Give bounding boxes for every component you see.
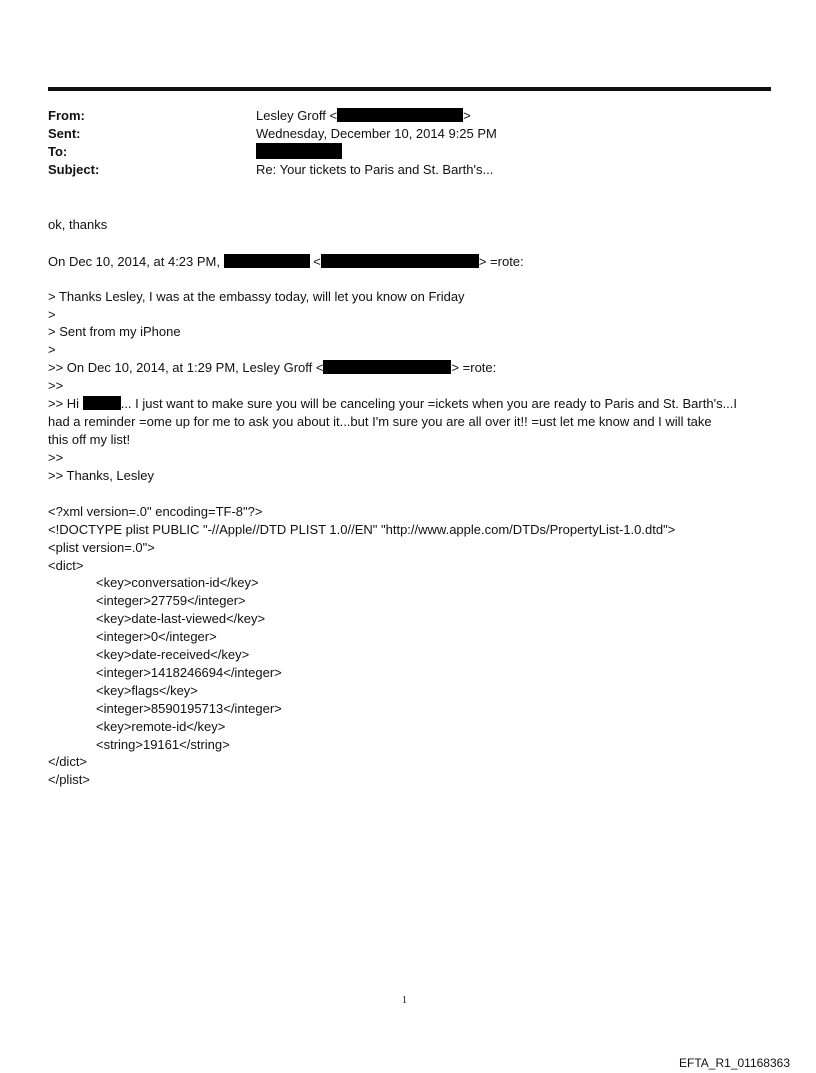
quote-header-2 — [48, 359, 496, 377]
plist-line: <integer>8590195713</integer> — [96, 701, 282, 716]
quoted-line: had a reminder =ome up for me to ask you about it...but I'm sure you are all over it!! =ust let me know and I will take — [48, 414, 712, 429]
plist-line: </plist> — [48, 772, 90, 787]
quoted-line: > — [48, 307, 56, 322]
to-row — [48, 143, 768, 161]
email-header — [48, 107, 768, 179]
quote1-suffix: > =rote: — [478, 254, 524, 269]
quoted-line: this off my list! — [48, 432, 131, 447]
plist-line: <plist version=.0"> — [48, 540, 155, 555]
plist-line: <key>remote-id</key> — [96, 719, 226, 734]
page-number: 1 — [402, 995, 407, 1006]
redaction-box — [256, 143, 342, 159]
quoted-line: >> Thanks, Lesley — [48, 468, 154, 483]
sent-row — [48, 125, 768, 143]
plist-line: <integer>0</integer> — [96, 629, 217, 644]
greeting-suffix: ... I just want to make sure you will be canceling your =ickets when you are ready to Paris and St. Barth's...I — [120, 396, 738, 411]
subject-label: Subject: — [48, 162, 100, 177]
subject-value: Re: Your tickets to Paris and St. Barth's... — [256, 162, 494, 177]
quoted-line: >> — [48, 378, 64, 393]
sent-value: Wednesday, December 10, 2014 9:25 PM — [256, 126, 497, 141]
plist-line: <?xml version=.0" encoding=TF-8"?> — [48, 504, 263, 519]
from-close: > — [463, 108, 471, 123]
redaction-box — [83, 396, 121, 410]
redaction-box — [323, 360, 451, 374]
redaction-box — [321, 254, 479, 268]
plist-line: <key>date-received</key> — [96, 647, 250, 662]
quoted-line: > Sent from my iPhone — [48, 324, 181, 339]
quoted-line: > Thanks Lesley, I was at the embassy today, will let you know on Friday — [48, 289, 465, 304]
greeting-prefix: >> Hi — [48, 396, 80, 411]
plist-line: <integer>27759</integer> — [96, 593, 246, 608]
quote2-prefix: >> On Dec 10, 2014, at 1:29 PM, Lesley Groff < — [48, 360, 324, 375]
plist-line: </dict> — [48, 754, 88, 769]
quoted-line: > — [48, 342, 56, 357]
sent-label: Sent: — [48, 126, 81, 141]
plist-line: <key>flags</key> — [96, 683, 198, 698]
quoted-line: >> — [48, 450, 64, 465]
to-label: To: — [48, 144, 68, 159]
plist-line: <key>date-last-viewed</key> — [96, 611, 266, 626]
quote1-lt: < — [313, 254, 321, 269]
quoted-line — [48, 395, 737, 413]
redaction-box — [337, 108, 463, 122]
from-label: From: — [48, 108, 85, 123]
from-row — [48, 107, 768, 125]
header-rule — [48, 87, 771, 91]
plist-line: <string>19161</string> — [96, 737, 230, 752]
plist-line: <!DOCTYPE plist PUBLIC "-//Apple//DTD PLIST 1.0//EN" "http://www.apple.com/DTDs/PropertyList-1.0.dtd"> — [48, 522, 676, 537]
quote2-suffix: > =rote: — [451, 360, 497, 375]
to-value — [256, 143, 342, 162]
from-name: Lesley Groff < — [256, 108, 338, 123]
from-value — [256, 107, 471, 125]
quote-header-1 — [48, 253, 524, 271]
redaction-box — [224, 254, 310, 268]
plist-line: <integer>1418246694</integer> — [96, 665, 282, 680]
plist-line: <key>conversation-id</key> — [96, 575, 259, 590]
subject-row — [48, 161, 768, 179]
reply-text: ok, thanks — [48, 217, 108, 232]
bates-number: EFTA_R1_01168363 — [679, 1056, 790, 1070]
quote1-prefix: On Dec 10, 2014, at 4:23 PM, — [48, 254, 220, 269]
plist-line: <dict> — [48, 558, 84, 573]
